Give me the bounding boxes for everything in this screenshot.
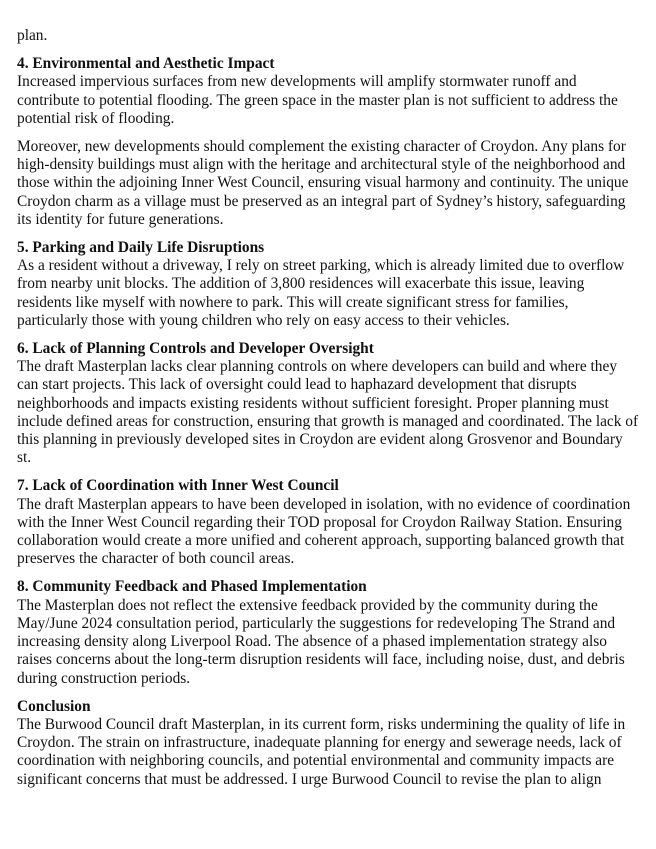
section-paragraph: As a resident without a driveway, I rely on street parking, which is already limited due to overflow from nearby unit blocks. The addition of 3,800 residences will exacerbate this issue, leaving residents like myself with nowhere to park. This will create significant stress for families, particularly those with young children who rely on easy access to their vehicles. bbox=[17, 257, 625, 329]
section-conclusion bbox=[17, 698, 640, 789]
section-environmental-impact bbox=[17, 55, 640, 229]
section-paragraph: Moreover, new developments should complement the existing character of Croydon. Any plans for high-density buildings must align with the heritage and architectural style of the neighborhood and those within the adjoining Inner West Council, ensuring visual harmony and continuity. The unique Croydon charm as a village must be preserved as an integral part of Sydney’s history, safeguarding its identity for future generations. bbox=[17, 138, 629, 228]
section-paragraph: The draft Masterplan lacks clear planning controls on where developers can build and where they can start projects. This lack of oversight could lead to haphazard development that disrupts neighborhoods and impacts existing residents without sufficient foresight. Proper planning must include defined areas for construction, ensuring that growth is managed and coordinated. The lack of this planning in previously developed sites in Croydon are evident along Grosvenor and Boundary st. bbox=[17, 358, 639, 467]
section-heading: 8. Community Feedback and Phased Implementation bbox=[17, 578, 367, 596]
section-heading: 6. Lack of Planning Controls and Developer Oversight bbox=[17, 340, 374, 358]
section-planning-controls bbox=[17, 340, 640, 467]
section-parking-disruptions bbox=[17, 239, 640, 330]
section-paragraph: Increased impervious surfaces from new developments will amplify stormwater runoff and contribute to potential flooding. The green space in the master plan is not sufficient to address the potential risk of flooding. bbox=[17, 73, 618, 127]
section-council-coordination bbox=[17, 477, 640, 568]
section-community-feedback bbox=[17, 578, 640, 687]
section-paragraph: The Burwood Council draft Masterplan, in its current form, risks undermining the quality of life in Croydon. The strain on infrastructure, inadequate planning for energy and sewerage needs, lack of coordination with neighboring councils, and potential environmental and community impacts are significant concerns that must be addressed. I urge Burwood Council to revise the plan to align bbox=[17, 715, 626, 788]
section-heading: 4. Environmental and Aesthetic Impact bbox=[17, 55, 275, 73]
section-paragraph: The draft Masterplan appears to have been developed in isolation, with no evidence of coordination with the Inner West Council regarding their TOD proposal for Croydon Railway Station. Ensuring collaboration would create a more unified and coherent approach, supporting balanced growth that preserves the character of both council areas. bbox=[17, 495, 631, 568]
lead-text: plan. bbox=[17, 27, 48, 44]
section-heading: 7. Lack of Coordination with Inner West Council bbox=[17, 477, 339, 495]
section-heading: 5. Parking and Daily Life Disruptions bbox=[17, 239, 265, 257]
section-heading: Conclusion bbox=[17, 697, 91, 715]
section-paragraph: The Masterplan does not reflect the extensive feedback provided by the community during the May/June 2024 consultation period, particularly the suggestions for redeveloping The Strand and increasing density along Liverpool Road. The absence of a phased implementation strategy also raises concerns about the long-term disruption residents will face, including noise, dust, and debris during construction periods. bbox=[17, 596, 625, 687]
